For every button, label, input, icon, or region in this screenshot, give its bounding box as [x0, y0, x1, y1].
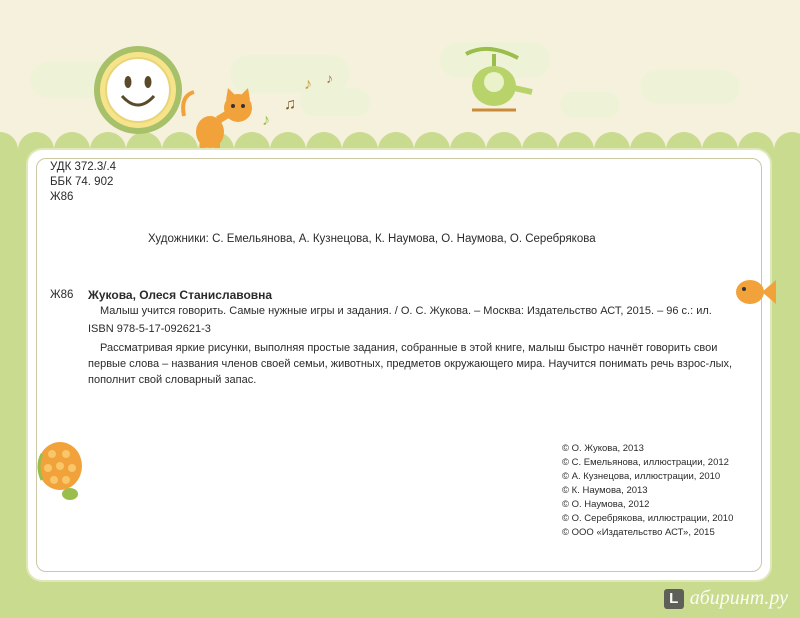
music-note-icon: ♫ [284, 96, 296, 113]
title-line: Малыш учится говорить. Самые нужные игры и задания. / О. С. Жукова. – Москва: Издательство АСТ, 2015. – 96 с.: ил. [100, 305, 712, 317]
cat-icon [178, 86, 262, 156]
copyright-line: © О. Серебрякова, иллюстрации, 2010 [562, 513, 734, 524]
isbn: ISBN 978-5-17-092621-3 [88, 323, 211, 335]
record-mark: Ж86 [50, 289, 74, 301]
copyright-line: © ООО «Издательство АСТ», 2015 [562, 527, 715, 538]
copyright-line: © С. Емельянова, иллюстрации, 2012 [562, 457, 729, 468]
annotation: Рассматривая яркие рисунки, выполняя простые задания, собранные в этой книге, малыш быстро начнёт говорить свои первые слова – названия членов своей семьи, животных, предметов окружающего мира. Научится понимать речь взрос-лых, пополнит свой словарный запас. [88, 342, 733, 386]
helicopter-icon [458, 44, 538, 116]
fish-icon [730, 272, 778, 312]
author-name: Жукова, Олеся Станиславовна [88, 288, 273, 302]
music-note-icon: ♪ [304, 76, 312, 93]
illustrators-line: Художники: С. Емельянова, А. Кузнецова, К. Наумова, О. Наумова, О. Серебрякова [148, 233, 596, 245]
sun-icon [88, 40, 188, 140]
music-note-icon: ♪ [326, 70, 333, 86]
copyright-line: © О. Наумова, 2012 [562, 499, 650, 510]
cloud-icon [560, 92, 620, 118]
copyright-line: © О. Жукова, 2013 [562, 443, 644, 454]
cloud-icon [640, 70, 740, 104]
copyright-line: © А. Кузнецова, иллюстрации, 2010 [562, 471, 721, 482]
copyright-line: © К. Наумова, 2013 [562, 485, 648, 496]
watermark-text: абиринт.ру [689, 587, 788, 609]
music-note-icon: ♪ [262, 112, 270, 129]
author-mark: Ж86 [50, 191, 74, 203]
turtle-icon [32, 440, 88, 502]
bbk-code: ББК 74. 902 [50, 176, 114, 188]
labirint-watermark [664, 587, 788, 610]
udk-code: УДК 372.3/.4 [50, 161, 117, 173]
watermark-logo-icon: L [664, 589, 684, 609]
